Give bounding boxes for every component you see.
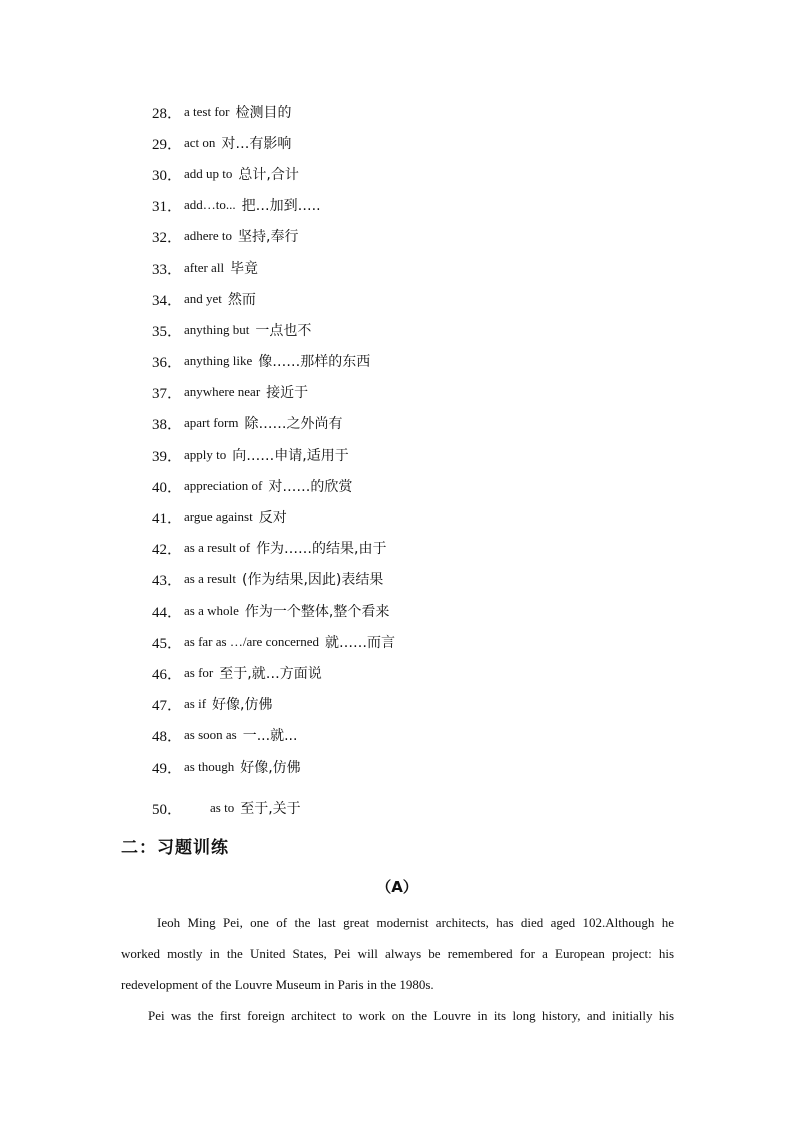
- english-phrase: add up to: [184, 166, 233, 181]
- vocab-item-38: [152, 411, 343, 435]
- item-number: 42．: [152, 541, 183, 558]
- item-number: 34．: [152, 292, 183, 309]
- chinese-meaning: 然而: [227, 292, 256, 308]
- chinese-meaning: 像……那样的东西: [258, 354, 371, 370]
- chinese-meaning: 好像,仿佛: [212, 697, 273, 713]
- chinese-meaning: 除……之外尚有: [244, 416, 343, 432]
- vocab-item-35: [152, 318, 311, 342]
- chinese-meaning: 对……的欣赏: [268, 479, 353, 495]
- item-number: 39．: [152, 448, 183, 465]
- item-number: 47．: [152, 697, 183, 714]
- english-phrase: apart form: [184, 415, 239, 430]
- english-phrase: act on: [184, 135, 216, 150]
- english-phrase: anything but: [184, 322, 250, 337]
- vocab-item-33: [152, 256, 258, 280]
- english-phrase: as if: [184, 696, 207, 711]
- english-phrase: and yet: [184, 291, 222, 306]
- vocab-item-28: [152, 100, 291, 124]
- chinese-meaning: 向……申请,适用于: [232, 448, 349, 464]
- chinese-meaning: 毕竟: [230, 261, 259, 277]
- item-number: 29．: [152, 136, 183, 153]
- vocab-item-48: [152, 723, 297, 747]
- chinese-meaning: 至于,就…方面说: [219, 666, 322, 682]
- item-number: 43．: [152, 572, 183, 589]
- chinese-meaning: 总计,合计: [238, 167, 299, 183]
- vocab-item-31: [152, 193, 321, 217]
- english-phrase: argue against: [184, 509, 253, 524]
- passage-label: （A）: [376, 878, 418, 896]
- vocab-item-32: [152, 224, 298, 248]
- item-number: 28．: [152, 105, 183, 122]
- chinese-meaning: 一...就...: [242, 728, 298, 744]
- vocab-item-44: [152, 599, 389, 623]
- chinese-meaning: 至于,关于: [240, 801, 301, 817]
- passage-line: Ieoh Ming Pei, one of the last great modernist architects, has died aged 102.Although he: [157, 915, 674, 930]
- english-phrase: appreciation of: [184, 478, 263, 493]
- chinese-meaning: 一点也不: [255, 323, 312, 339]
- item-number: 40．: [152, 479, 183, 496]
- item-number: 46．: [152, 666, 183, 683]
- vocab-item-29: [152, 131, 291, 155]
- chinese-meaning: (作为结果,因此)表结果: [241, 572, 384, 588]
- vocab-item-30: [152, 162, 299, 186]
- vocab-item-39: [152, 443, 349, 467]
- english-phrase: as though: [184, 759, 235, 774]
- english-phrase: apply to: [184, 447, 227, 462]
- item-number: 45．: [152, 635, 183, 652]
- chinese-meaning: 作为一个整体,整个看来: [244, 604, 390, 620]
- english-phrase: adhere to: [184, 228, 233, 243]
- vocab-item-40: [152, 474, 352, 498]
- vocab-item-46: [152, 661, 322, 685]
- vocab-item-34: [152, 287, 256, 311]
- vocab-item-50: [152, 796, 301, 820]
- vocab-item-43: [152, 567, 383, 591]
- item-number: 37．: [152, 385, 183, 402]
- chinese-meaning: 坚持,奉行: [238, 229, 299, 245]
- item-number: 49．: [152, 760, 183, 777]
- vocab-item-49: [152, 755, 301, 779]
- english-phrase: add…to...: [184, 197, 236, 212]
- passage-line: redevelopment of the Louvre Museum in Paris in the 1980s.: [121, 977, 434, 992]
- english-phrase: anything like: [184, 353, 253, 368]
- english-phrase: as a result of: [184, 540, 251, 555]
- item-number: 36．: [152, 354, 183, 371]
- vocab-item-47: [152, 692, 272, 716]
- passage-line: worked mostly in the United States, Pei will always be remembered for a European project: his: [121, 946, 674, 961]
- section-heading: 二：习题训练: [121, 838, 229, 858]
- english-phrase: as soon as: [184, 727, 237, 742]
- english-phrase: as for: [184, 665, 214, 680]
- item-number: 48．: [152, 728, 183, 745]
- chinese-meaning: 作为……的结果,由于: [256, 541, 387, 557]
- item-number: 31．: [152, 198, 183, 215]
- english-phrase: a test for: [184, 104, 230, 119]
- english-phrase: as far as …/are concerned: [184, 634, 319, 649]
- item-number: 30．: [152, 167, 183, 184]
- chinese-meaning: 对…有影响: [221, 136, 292, 152]
- chinese-meaning: 反对: [258, 510, 287, 526]
- english-phrase: as a result: [184, 571, 236, 586]
- item-number: 38．: [152, 416, 183, 433]
- vocab-item-42: [152, 536, 387, 560]
- english-phrase: anywhere near: [184, 384, 261, 399]
- chinese-meaning: 把…加到…..: [241, 198, 321, 214]
- chinese-meaning: 就……而言: [324, 635, 395, 651]
- english-phrase: as a whole: [184, 603, 239, 618]
- vocab-item-41: [152, 505, 287, 529]
- english-phrase: after all: [184, 260, 225, 275]
- passage-line: Pei was the first foreign architect to work on the Louvre in its long history, and initially his: [148, 1008, 674, 1023]
- vocab-item-37: [152, 380, 308, 404]
- item-number: 44．: [152, 604, 183, 621]
- item-number: 41．: [152, 510, 183, 527]
- item-number: 35．: [152, 323, 183, 340]
- chinese-meaning: 好像,仿佛: [240, 760, 301, 776]
- chinese-meaning: 检测目的: [235, 105, 292, 121]
- chinese-meaning: 接近于: [266, 385, 309, 401]
- vocab-item-36: [152, 349, 370, 373]
- item-number: 50．: [152, 801, 183, 818]
- vocab-item-45: [152, 630, 395, 654]
- english-phrase: as to: [210, 800, 235, 815]
- item-number: 32．: [152, 229, 183, 246]
- item-number: 33．: [152, 261, 183, 278]
